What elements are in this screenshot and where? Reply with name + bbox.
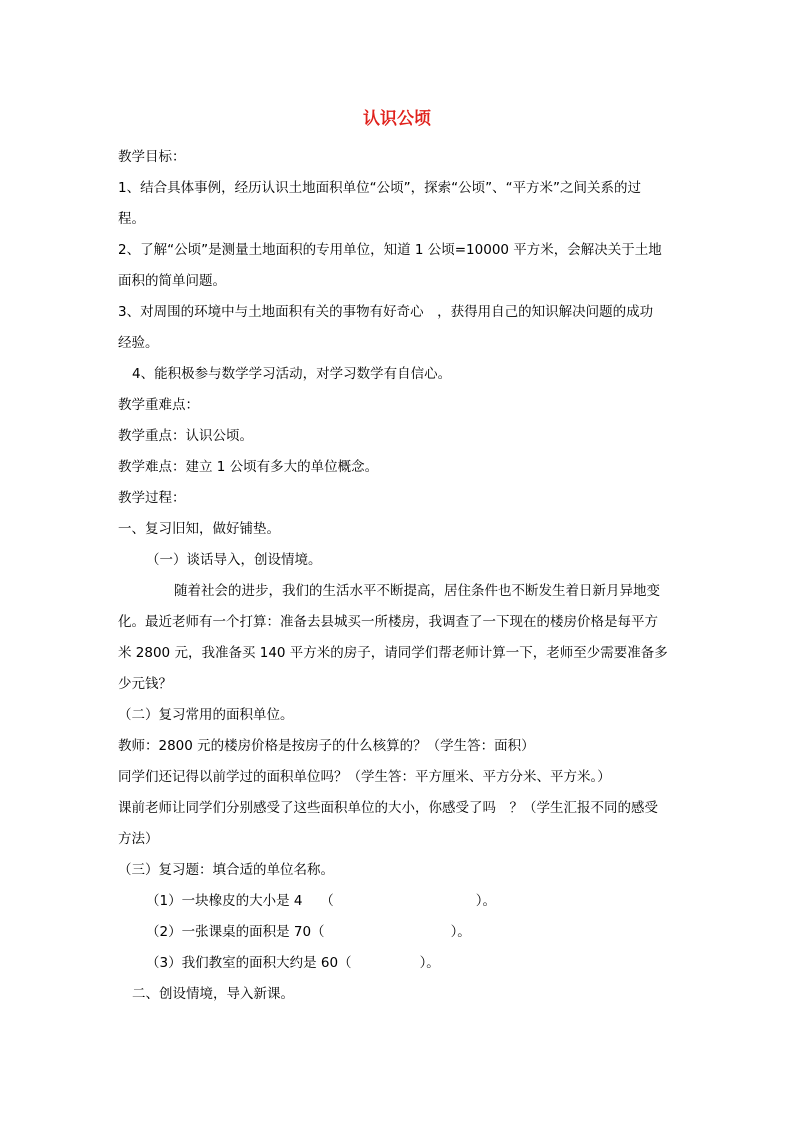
document-title: 认识公顷 bbox=[363, 109, 431, 129]
exercise-2-prefix: （2）一张课桌的面积是 70（ bbox=[146, 924, 325, 940]
subsection-1-heading: （一）谈话导入，创设情境。 bbox=[146, 552, 322, 568]
difficult-point: 教学难点：建立 1 公顷有多大的单位概念。 bbox=[118, 459, 379, 475]
exercise-3-prefix: （3）我们教室的面积大约是 60（ bbox=[146, 955, 352, 971]
objective-2-line-2: 面积的简单问题。 bbox=[118, 273, 226, 289]
teacher-question-2: 同学们还记得以前学过的面积单位吗？（学生答：平方厘米、平方分米、平方米。） bbox=[118, 769, 611, 785]
subsection-3-heading: （三）复习题：填合适的单位名称。 bbox=[118, 862, 334, 878]
section-2-heading: 二、创设情境，导入新课。 bbox=[132, 986, 294, 1002]
objective-1-line-1: 1、结合具体事例，经历认识土地面积单位“公顷”，探索“公顷”、“平方米”之间关系的过 bbox=[118, 180, 642, 196]
exercise-1-suffix: ）。 bbox=[475, 893, 497, 909]
paragraph-1-line-2: 化。最近老师有一个打算：准备去县城买一所楼房，我调查了一下现在的楼房价格是每平方 bbox=[118, 614, 658, 630]
paragraph-1-line-4: 少元钱？ bbox=[118, 676, 172, 692]
paragraph-1-line-3: 米 2800 元，我准备买 140 平方米的房子，请同学们帮老师计算一下，老师至少需要准备多 bbox=[118, 645, 668, 661]
objective-3-line-1: 3、对周围的环境中与土地面积有关的事物有好奇心 ，获得用自己的知识解决问题的成功 bbox=[118, 304, 654, 320]
exercise-1 bbox=[146, 892, 496, 910]
key-point: 教学重点：认识公顷。 bbox=[118, 428, 253, 444]
teacher-question-3-line-2: 方法） bbox=[118, 831, 159, 847]
key-points-heading: 教学重难点： bbox=[118, 397, 199, 413]
section-1-heading: 一、复习旧知，做好铺垫。 bbox=[118, 521, 280, 537]
exercise-2-suffix: ）。 bbox=[450, 924, 471, 940]
teacher-question-1: 教师：2800 元的楼房价格是按房子的什么核算的？（学生答：面积） bbox=[118, 738, 535, 754]
paragraph-1-line-1: 随着社会的进步，我们的生活水平不断提高，居住条件也不断发生着日新月异地变 bbox=[174, 583, 660, 599]
process-heading: 教学过程： bbox=[118, 490, 186, 506]
objectives-heading: 教学目标： bbox=[118, 149, 186, 165]
exercise-3 bbox=[146, 954, 440, 972]
exercise-3-suffix: ）。 bbox=[419, 955, 440, 971]
subsection-2-heading: （二）复习常用的面积单位。 bbox=[118, 707, 294, 723]
exercise-2 bbox=[146, 923, 471, 941]
exercise-1-prefix: （1）一块橡皮的大小是 4 （ bbox=[146, 893, 334, 909]
teacher-question-3-line-1: 课前老师让同学们分别感受了这些面积单位的大小，你感受了吗 ？（学生汇报不同的感受 bbox=[118, 800, 658, 816]
objective-4: 4、能积极参与数学学习活动，对学习数学有自信心。 bbox=[132, 366, 452, 382]
objective-2-line-1: 2、了解“公顷”是测量土地面积的专用单位，知道 1 公顷=10000 平方米，会解决关于土地 bbox=[118, 242, 662, 258]
objective-1-line-2: 程。 bbox=[118, 211, 145, 227]
objective-3-line-2: 经验。 bbox=[118, 335, 159, 351]
